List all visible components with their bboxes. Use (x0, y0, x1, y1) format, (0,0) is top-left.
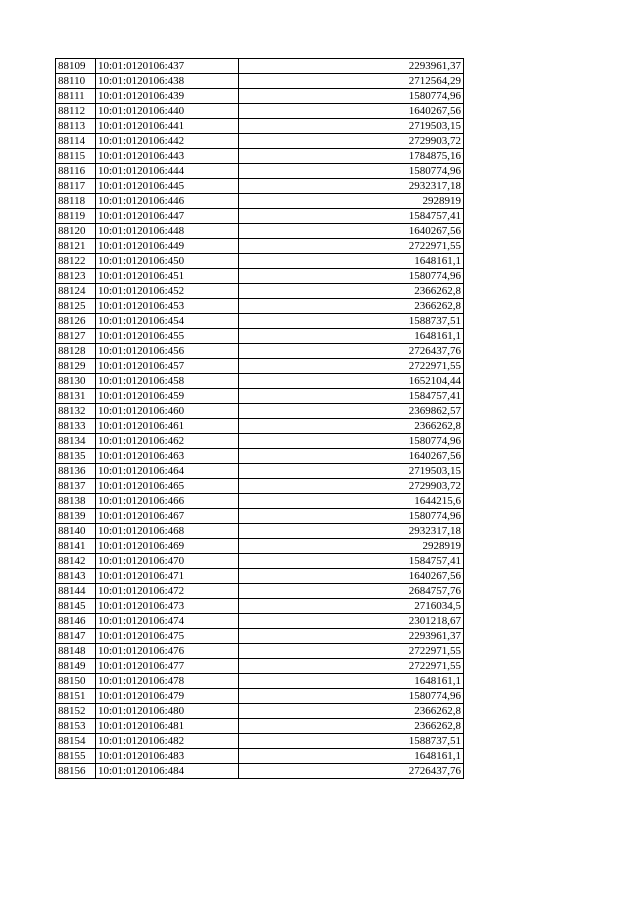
cadastral-value-cell: 1648161,1 (239, 329, 464, 344)
cadastral-number-cell: 10:01:0120106:451 (96, 269, 239, 284)
row-number-cell: 88154 (56, 734, 96, 749)
table-row (56, 374, 464, 389)
cadastral-value-cell: 1640267,56 (239, 449, 464, 464)
cadastral-value-cell: 2719503,15 (239, 464, 464, 479)
cadastral-number-cell: 10:01:0120106:452 (96, 284, 239, 299)
cadastral-value-cell: 2293961,37 (239, 59, 464, 74)
cadastral-value-cell: 2722971,55 (239, 359, 464, 374)
cadastral-value-cell: 1580774,96 (239, 89, 464, 104)
row-number-cell: 88144 (56, 584, 96, 599)
table-row (56, 704, 464, 719)
cadastral-value-cell: 1584757,41 (239, 554, 464, 569)
row-number-cell: 88133 (56, 419, 96, 434)
table-row (56, 434, 464, 449)
cadastral-value-cell: 1580774,96 (239, 164, 464, 179)
row-number-cell: 88122 (56, 254, 96, 269)
cadastral-number-cell: 10:01:0120106:457 (96, 359, 239, 374)
table-row (56, 494, 464, 509)
cadastral-value-cell: 2366262,8 (239, 419, 464, 434)
cadastral-value-cell: 1648161,1 (239, 674, 464, 689)
row-number-cell: 88116 (56, 164, 96, 179)
cadastral-value-cell: 1648161,1 (239, 254, 464, 269)
row-number-cell: 88121 (56, 239, 96, 254)
row-number-cell: 88140 (56, 524, 96, 539)
row-number-cell: 88111 (56, 89, 96, 104)
cadastral-value-cell: 2726437,76 (239, 344, 464, 359)
cadastral-value-cell: 2722971,55 (239, 239, 464, 254)
table-row (56, 224, 464, 239)
row-number-cell: 88117 (56, 179, 96, 194)
row-number-cell: 88119 (56, 209, 96, 224)
cadastral-value-cell: 1640267,56 (239, 569, 464, 584)
cadastral-value-cell: 1584757,41 (239, 389, 464, 404)
row-number-cell: 88134 (56, 434, 96, 449)
table-row (56, 419, 464, 434)
row-number-cell: 88136 (56, 464, 96, 479)
cadastral-number-cell: 10:01:0120106:480 (96, 704, 239, 719)
row-number-cell: 88123 (56, 269, 96, 284)
table-row (56, 209, 464, 224)
cadastral-number-cell: 10:01:0120106:440 (96, 104, 239, 119)
cadastral-number-cell: 10:01:0120106:447 (96, 209, 239, 224)
cadastral-number-cell: 10:01:0120106:454 (96, 314, 239, 329)
cadastral-number-cell: 10:01:0120106:468 (96, 524, 239, 539)
row-number-cell: 88126 (56, 314, 96, 329)
cadastral-value-cell: 2366262,8 (239, 284, 464, 299)
row-number-cell: 88118 (56, 194, 96, 209)
table-row (56, 389, 464, 404)
table-row (56, 689, 464, 704)
table-row (56, 764, 464, 779)
table-row (56, 524, 464, 539)
cadastral-number-cell: 10:01:0120106:473 (96, 599, 239, 614)
cadastral-number-cell: 10:01:0120106:483 (96, 749, 239, 764)
row-number-cell: 88148 (56, 644, 96, 659)
table-row (56, 134, 464, 149)
cadastral-value-cell: 1588737,51 (239, 314, 464, 329)
table-row (56, 644, 464, 659)
cadastral-number-cell: 10:01:0120106:470 (96, 554, 239, 569)
table-row (56, 509, 464, 524)
table-row (56, 344, 464, 359)
cadastral-number-cell: 10:01:0120106:475 (96, 629, 239, 644)
cadastral-value-cell: 1580774,96 (239, 269, 464, 284)
row-number-cell: 88138 (56, 494, 96, 509)
table-row (56, 599, 464, 614)
row-number-cell: 88125 (56, 299, 96, 314)
row-number-cell: 88147 (56, 629, 96, 644)
table-body (56, 59, 464, 779)
cadastral-number-cell: 10:01:0120106:442 (96, 134, 239, 149)
cadastral-number-cell: 10:01:0120106:464 (96, 464, 239, 479)
row-number-cell: 88127 (56, 329, 96, 344)
cadastral-number-cell: 10:01:0120106:469 (96, 539, 239, 554)
row-number-cell: 88135 (56, 449, 96, 464)
cadastral-number-cell: 10:01:0120106:446 (96, 194, 239, 209)
cadastral-value-cell: 1652104,44 (239, 374, 464, 389)
cadastral-value-cell: 2684757,76 (239, 584, 464, 599)
cadastral-number-cell: 10:01:0120106:461 (96, 419, 239, 434)
table-row (56, 194, 464, 209)
cadastral-value-cell: 1640267,56 (239, 224, 464, 239)
table-row (56, 719, 464, 734)
cadastral-number-cell: 10:01:0120106:462 (96, 434, 239, 449)
table-row (56, 569, 464, 584)
row-number-cell: 88114 (56, 134, 96, 149)
cadastral-number-cell: 10:01:0120106:458 (96, 374, 239, 389)
row-number-cell: 88153 (56, 719, 96, 734)
table-row (56, 464, 464, 479)
row-number-cell: 88150 (56, 674, 96, 689)
cadastral-value-cell: 2712564,29 (239, 74, 464, 89)
table-row (56, 404, 464, 419)
row-number-cell: 88151 (56, 689, 96, 704)
row-number-cell: 88137 (56, 479, 96, 494)
row-number-cell: 88149 (56, 659, 96, 674)
table-row (56, 89, 464, 104)
cadastral-number-cell: 10:01:0120106:453 (96, 299, 239, 314)
table-row (56, 179, 464, 194)
cadastral-number-cell: 10:01:0120106:439 (96, 89, 239, 104)
cadastral-value-cell: 2366262,8 (239, 299, 464, 314)
cadastral-value-cell: 2366262,8 (239, 719, 464, 734)
row-number-cell: 88142 (56, 554, 96, 569)
table-row (56, 239, 464, 254)
cadastral-value-cell: 1580774,96 (239, 509, 464, 524)
cadastral-value-cell: 2369862,57 (239, 404, 464, 419)
row-number-cell: 88155 (56, 749, 96, 764)
table-row (56, 584, 464, 599)
table-row (56, 314, 464, 329)
cadastral-number-cell: 10:01:0120106:438 (96, 74, 239, 89)
cadastral-value-cell: 2366262,8 (239, 704, 464, 719)
row-number-cell: 88120 (56, 224, 96, 239)
row-number-cell: 88112 (56, 104, 96, 119)
table-row (56, 254, 464, 269)
table-row (56, 734, 464, 749)
cadastral-value-cell: 1640267,56 (239, 104, 464, 119)
cadastral-number-cell: 10:01:0120106:478 (96, 674, 239, 689)
cadastral-value-cell: 2722971,55 (239, 644, 464, 659)
table-row (56, 299, 464, 314)
table-row (56, 449, 464, 464)
cadastral-number-cell: 10:01:0120106:448 (96, 224, 239, 239)
cadastral-number-cell: 10:01:0120106:466 (96, 494, 239, 509)
row-number-cell: 88115 (56, 149, 96, 164)
cadastral-number-cell: 10:01:0120106:472 (96, 584, 239, 599)
cadastral-value-cell: 2932317,18 (239, 179, 464, 194)
cadastral-number-cell: 10:01:0120106:471 (96, 569, 239, 584)
table-row (56, 539, 464, 554)
cadastral-number-cell: 10:01:0120106:467 (96, 509, 239, 524)
table-row (56, 614, 464, 629)
cadastral-number-cell: 10:01:0120106:460 (96, 404, 239, 419)
row-number-cell: 88109 (56, 59, 96, 74)
cadastral-value-table (55, 58, 464, 779)
cadastral-number-cell: 10:01:0120106:443 (96, 149, 239, 164)
cadastral-value-cell: 1584757,41 (239, 209, 464, 224)
cadastral-value-cell: 2716034,5 (239, 599, 464, 614)
cadastral-value-cell: 1580774,96 (239, 434, 464, 449)
row-number-cell: 88124 (56, 284, 96, 299)
cadastral-value-cell: 2293961,37 (239, 629, 464, 644)
cadastral-value-cell: 2729903,72 (239, 134, 464, 149)
cadastral-value-cell: 2928919 (239, 194, 464, 209)
row-number-cell: 88128 (56, 344, 96, 359)
table-row (56, 629, 464, 644)
cadastral-number-cell: 10:01:0120106:459 (96, 389, 239, 404)
row-number-cell: 88145 (56, 599, 96, 614)
cadastral-number-cell: 10:01:0120106:450 (96, 254, 239, 269)
table-row (56, 359, 464, 374)
row-number-cell: 88132 (56, 404, 96, 419)
row-number-cell: 88129 (56, 359, 96, 374)
cadastral-value-cell: 1588737,51 (239, 734, 464, 749)
table-row (56, 674, 464, 689)
cadastral-number-cell: 10:01:0120106:463 (96, 449, 239, 464)
cadastral-number-cell: 10:01:0120106:477 (96, 659, 239, 674)
row-number-cell: 88143 (56, 569, 96, 584)
row-number-cell: 88146 (56, 614, 96, 629)
cadastral-value-cell: 2719503,15 (239, 119, 464, 134)
table-row (56, 119, 464, 134)
row-number-cell: 88139 (56, 509, 96, 524)
cadastral-number-cell: 10:01:0120106:444 (96, 164, 239, 179)
row-number-cell: 88130 (56, 374, 96, 389)
table-row (56, 329, 464, 344)
row-number-cell: 88141 (56, 539, 96, 554)
table-row (56, 269, 464, 284)
cadastral-value-cell: 1644215,6 (239, 494, 464, 509)
document-page (55, 58, 463, 779)
table-row (56, 104, 464, 119)
row-number-cell: 88110 (56, 74, 96, 89)
cadastral-value-cell: 2928919 (239, 539, 464, 554)
cadastral-number-cell: 10:01:0120106:481 (96, 719, 239, 734)
cadastral-number-cell: 10:01:0120106:465 (96, 479, 239, 494)
cadastral-value-cell: 2932317,18 (239, 524, 464, 539)
table-row (56, 164, 464, 179)
cadastral-number-cell: 10:01:0120106:437 (96, 59, 239, 74)
cadastral-number-cell: 10:01:0120106:445 (96, 179, 239, 194)
row-number-cell: 88131 (56, 389, 96, 404)
cadastral-number-cell: 10:01:0120106:474 (96, 614, 239, 629)
table-row (56, 74, 464, 89)
cadastral-value-cell: 1784875,16 (239, 149, 464, 164)
table-row (56, 149, 464, 164)
cadastral-value-cell: 2726437,76 (239, 764, 464, 779)
table-row (56, 284, 464, 299)
cadastral-value-cell: 2729903,72 (239, 479, 464, 494)
cadastral-number-cell: 10:01:0120106:449 (96, 239, 239, 254)
cadastral-number-cell: 10:01:0120106:479 (96, 689, 239, 704)
cadastral-number-cell: 10:01:0120106:482 (96, 734, 239, 749)
table-row (56, 554, 464, 569)
cadastral-value-cell: 1580774,96 (239, 689, 464, 704)
cadastral-number-cell: 10:01:0120106:441 (96, 119, 239, 134)
cadastral-number-cell: 10:01:0120106:455 (96, 329, 239, 344)
cadastral-value-cell: 2301218,67 (239, 614, 464, 629)
table-row (56, 479, 464, 494)
table-row (56, 59, 464, 74)
cadastral-number-cell: 10:01:0120106:484 (96, 764, 239, 779)
cadastral-number-cell: 10:01:0120106:456 (96, 344, 239, 359)
table-row (56, 749, 464, 764)
cadastral-number-cell: 10:01:0120106:476 (96, 644, 239, 659)
row-number-cell: 88152 (56, 704, 96, 719)
cadastral-value-cell: 2722971,55 (239, 659, 464, 674)
row-number-cell: 88156 (56, 764, 96, 779)
cadastral-value-cell: 1648161,1 (239, 749, 464, 764)
table-row (56, 659, 464, 674)
row-number-cell: 88113 (56, 119, 96, 134)
